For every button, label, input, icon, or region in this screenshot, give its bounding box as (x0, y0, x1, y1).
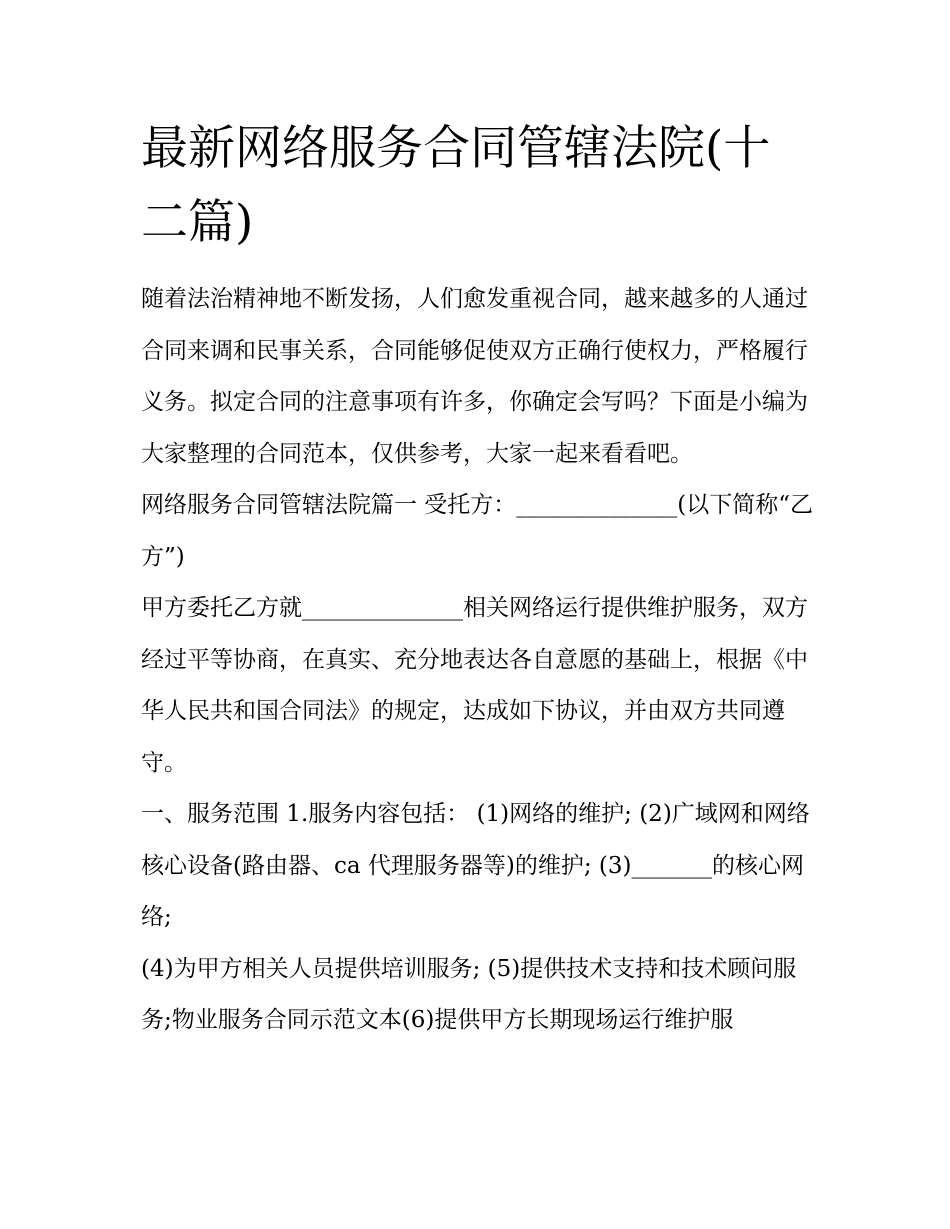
document-title: 最新网络服务合同管辖法院(十二篇) (141, 121, 771, 250)
service-items-paragraph: (4)为甲方相关人员提供培训服务; (5)提供技术支持和技术顾问服务;物业服务合同示范文本(6)提供甲方长期现场运行维护服 (141, 955, 797, 1033)
document-body (141, 112, 816, 1047)
service-scope-paragraph: 一、服务范围 1.服务内容包括： (1)网络的维护; (2)广域网和网络核心设备(路由器、ca 代理服务器等)的维护; (3)_______的核心网络; (141, 801, 810, 930)
entrustment-paragraph: 甲方委托乙方就______________相关网络运行提供维护服务，双方经过平等协商，在真实、充分地表达各自意愿的基础上，根据《中华人民共和国合同法》的规定，达成如下协议，并由双方共同遵守。 (141, 595, 808, 776)
intro-paragraph: 随着法治精神地不断发扬，人们愈发重视合同，越来越多的人通过合同来调和民事关系，合同能够促使双方正确行使权力，严格履行义务。拟定合同的注意事项有许多，你确定会写吗？下面是小编为大家整理的合同范本，仅供参考，大家一起来看看吧。 (141, 286, 808, 467)
parties-paragraph: 网络服务合同管辖法院篇一 受托方：______________(以下简称“乙方”) (141, 492, 814, 570)
